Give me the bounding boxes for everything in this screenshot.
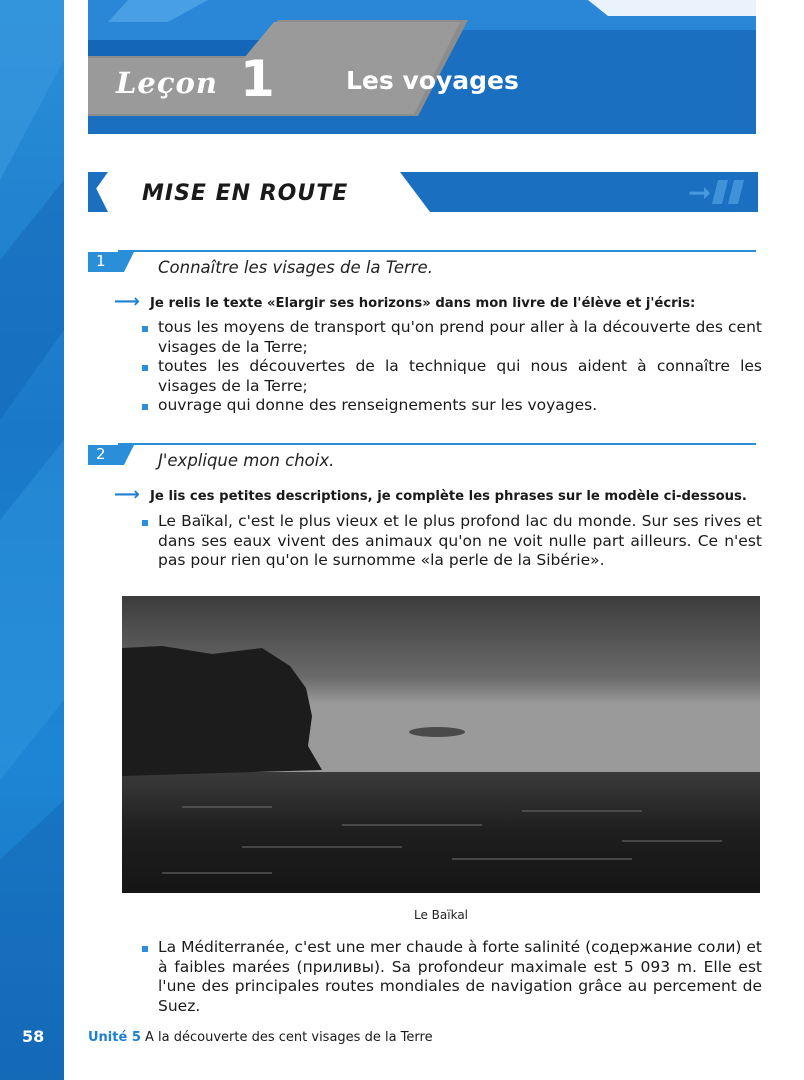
lesson-number: 1 (240, 50, 275, 108)
exercise-number-badge (88, 445, 134, 465)
arrow-right-icon: ⟶ (114, 484, 140, 505)
list-item: Le Baïkal, c'est le plus vieux et le plus profond lac du monde. Sur ses rives et dans ses eaux vivent des animaux qu'on ne voit nulle part ailleurs. Ce n'est pas pour rien qu'on le surnomme «la perle de la Sibérie». (138, 512, 762, 571)
baikal-photo (122, 596, 760, 893)
exercise-2-bullets-top (138, 512, 762, 571)
side-margin-band (0, 0, 64, 1080)
exercise-number: 2 (96, 445, 106, 463)
exercise-1-bullets (138, 318, 762, 416)
exercise-2-instruction (114, 484, 747, 505)
list-item: tous les moyens de transport qu'on prend pour aller à la découverte des cent visages de la Terre; (138, 318, 762, 357)
section-banner (88, 172, 758, 212)
instruction-text: Je relis le texte «Elargir ses horizons» dans mon livre de l'élève et j'écris: (150, 296, 696, 311)
list-item: La Méditerranée, c'est une mer chaude à forte salinité (содержание соли) et à faibles marées (приливы). Sa profondeur maximale est 5 093 m. Elle est l'une des principales routes mondiales de navigation grâce au percement de Suez. (138, 938, 762, 1016)
section-title: MISE EN ROUTE (142, 181, 349, 206)
svg-text:➞: ➞ (688, 176, 712, 209)
divider (118, 250, 756, 252)
photo-caption: Le Baïkal (413, 908, 469, 922)
arrow-right-icon: ⟶ (114, 291, 140, 312)
list-item: toutes les découvertes de la technique qui nous aident à connaître les visages de la Terre; (138, 357, 762, 396)
exercise-title: Connaître les visages de la Terre. (158, 258, 433, 277)
page-number: 58 (22, 1027, 45, 1046)
lesson-title: Les voyages (346, 66, 519, 95)
lesson-header-banner (88, 0, 756, 134)
exercise-title: J'explique mon choix. (158, 451, 335, 470)
exercise-number: 1 (96, 252, 106, 270)
footer (88, 1030, 433, 1045)
unit-title: A la découverte des cent visages de la Terre (145, 1030, 433, 1045)
exercise-1-instruction (114, 291, 695, 312)
list-item: ouvrage qui donne des renseignements sur les voyages. (138, 396, 762, 416)
exercise-2-bullets-bottom (138, 938, 762, 1016)
unit-label: Unité 5 (88, 1030, 141, 1045)
exercise-number-badge (88, 252, 134, 272)
instruction-text: Je lis ces petites descriptions, je complète les phrases sur le modèle ci-dessous. (150, 489, 747, 504)
divider (118, 443, 756, 445)
lesson-label: Leçon (116, 66, 218, 100)
